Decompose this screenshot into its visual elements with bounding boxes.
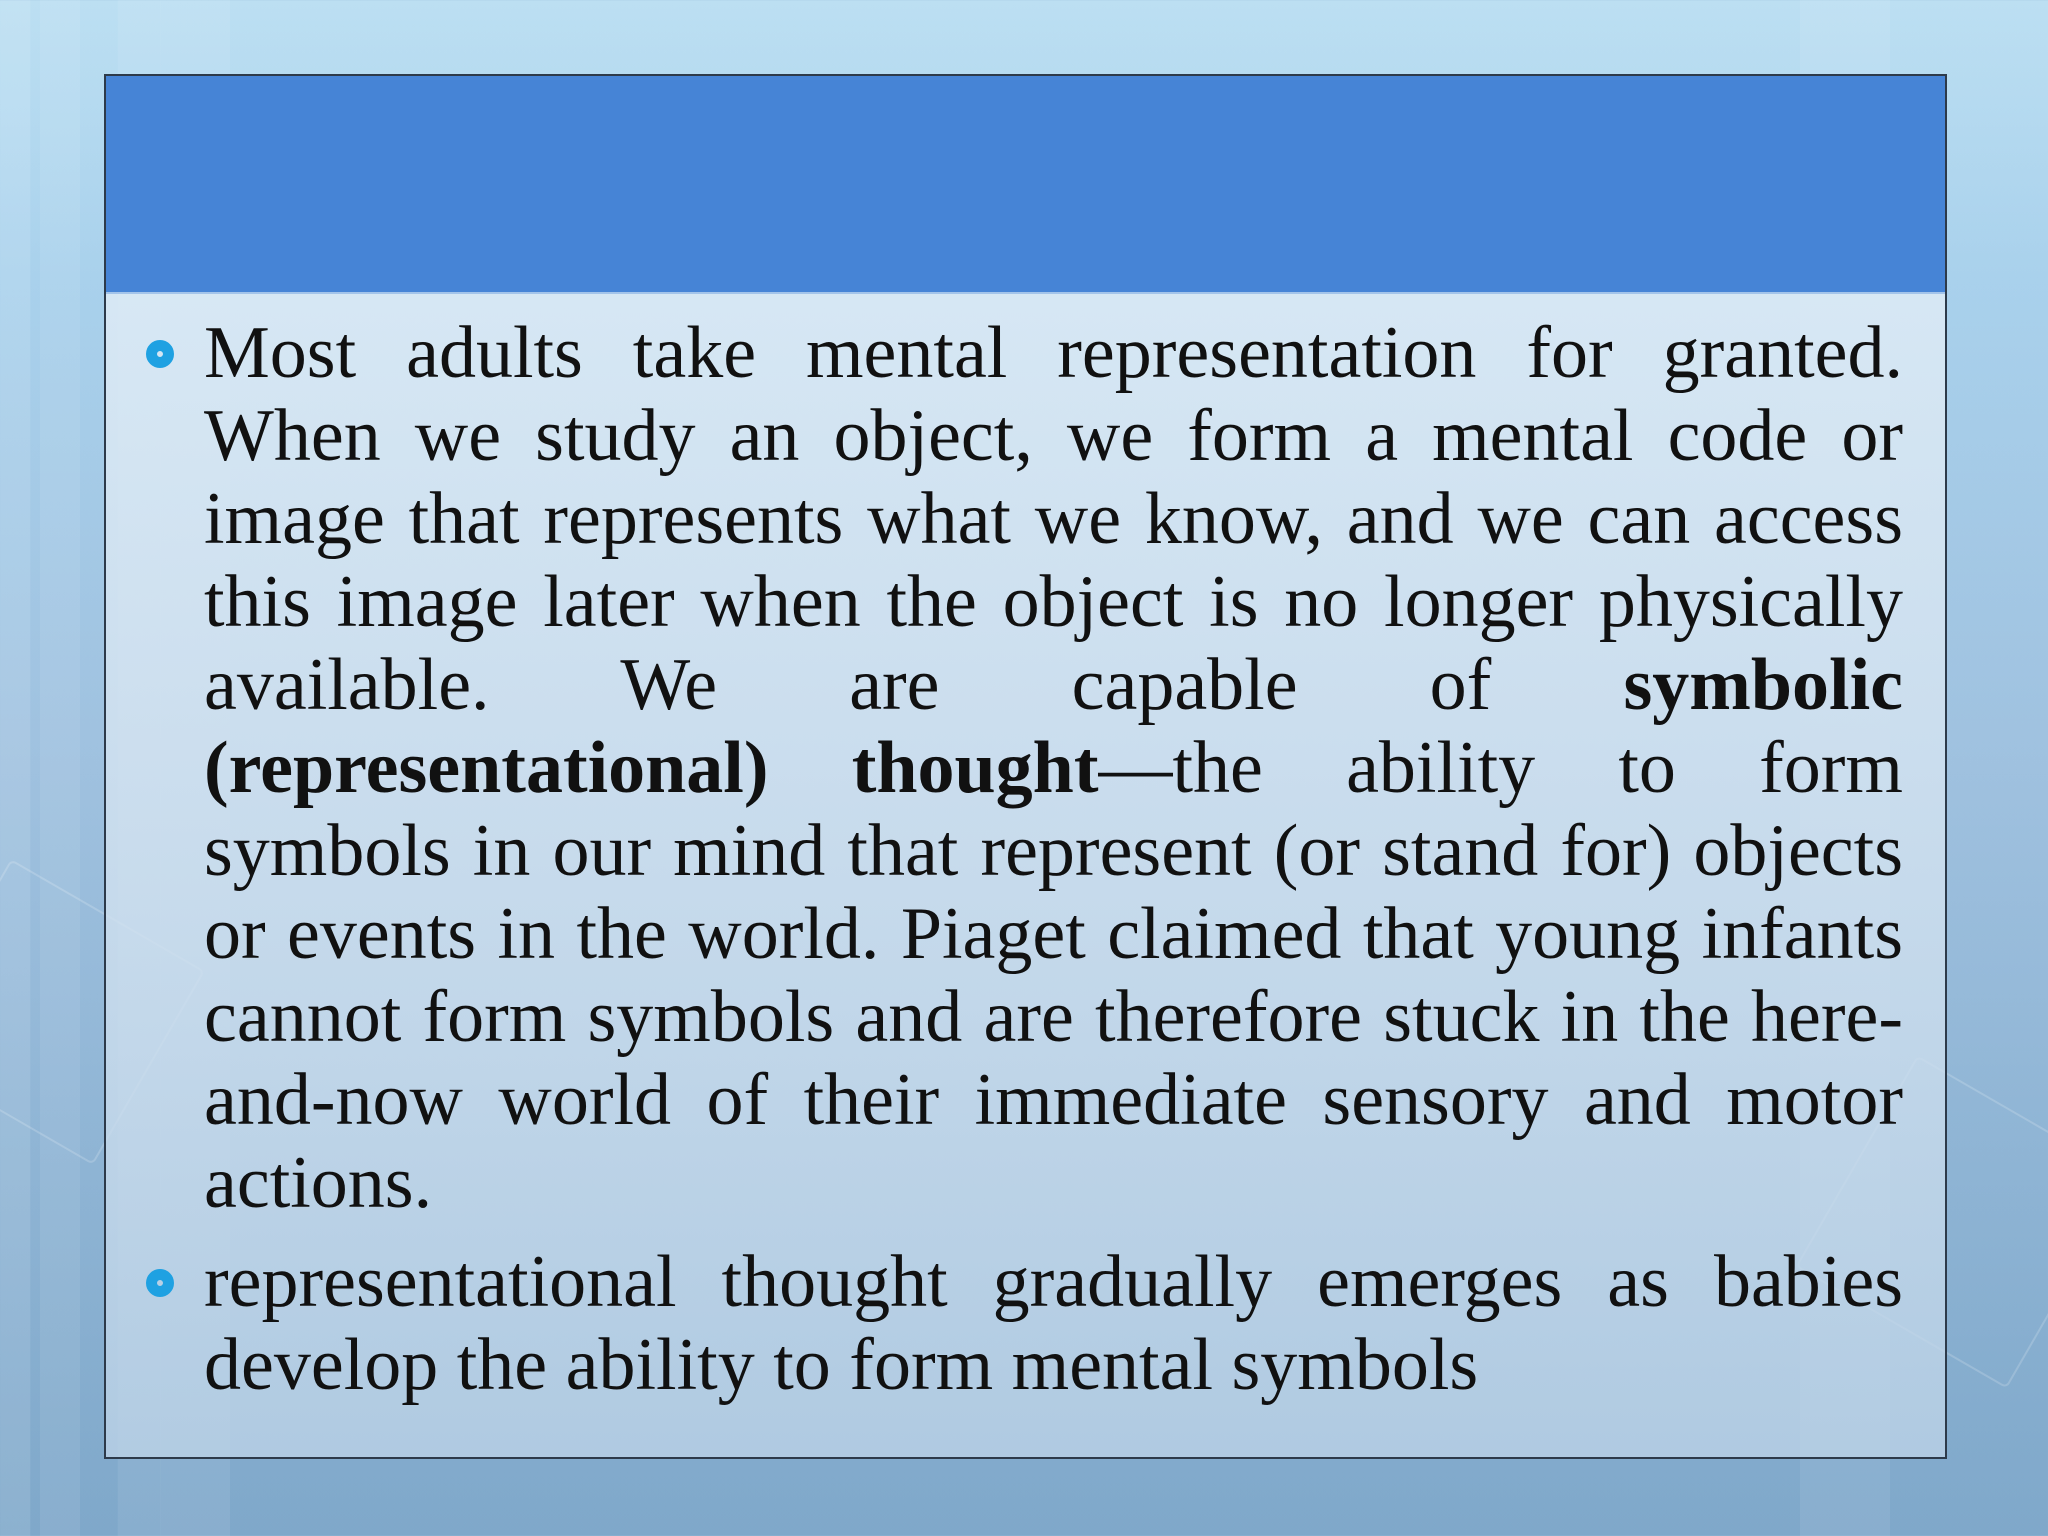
bullet-text: —the ability to form symbols in our mind that represent (or stand for) objects or events in the world. Piaget claimed that young infants cannot form symbols and are therefore stuck in the here-and-now world of their immediate sensory and motor actions. xyxy=(204,727,1903,1224)
slide-panel xyxy=(104,74,1947,1459)
background-stripe xyxy=(40,0,80,1536)
ring-bullet-icon xyxy=(146,340,174,368)
bullet-text: representational thought gradually emerges as babies develop the ability to form mental symbols xyxy=(204,1241,1903,1406)
bullet-text: Most adults take mental representation for granted. When we study an object, we form a mental code or image that represents what we know, and we can access this image later when the object is no longer physically available. We are capable of xyxy=(204,312,1903,726)
ring-bullet-icon xyxy=(146,1269,174,1297)
title-bar xyxy=(106,76,1945,292)
bullet-text-bold: symbolic (representational) thought xyxy=(204,644,1903,809)
bullet-item xyxy=(146,1241,1903,1407)
bullet-item xyxy=(146,312,1903,1225)
bullet-list xyxy=(146,312,1903,1407)
